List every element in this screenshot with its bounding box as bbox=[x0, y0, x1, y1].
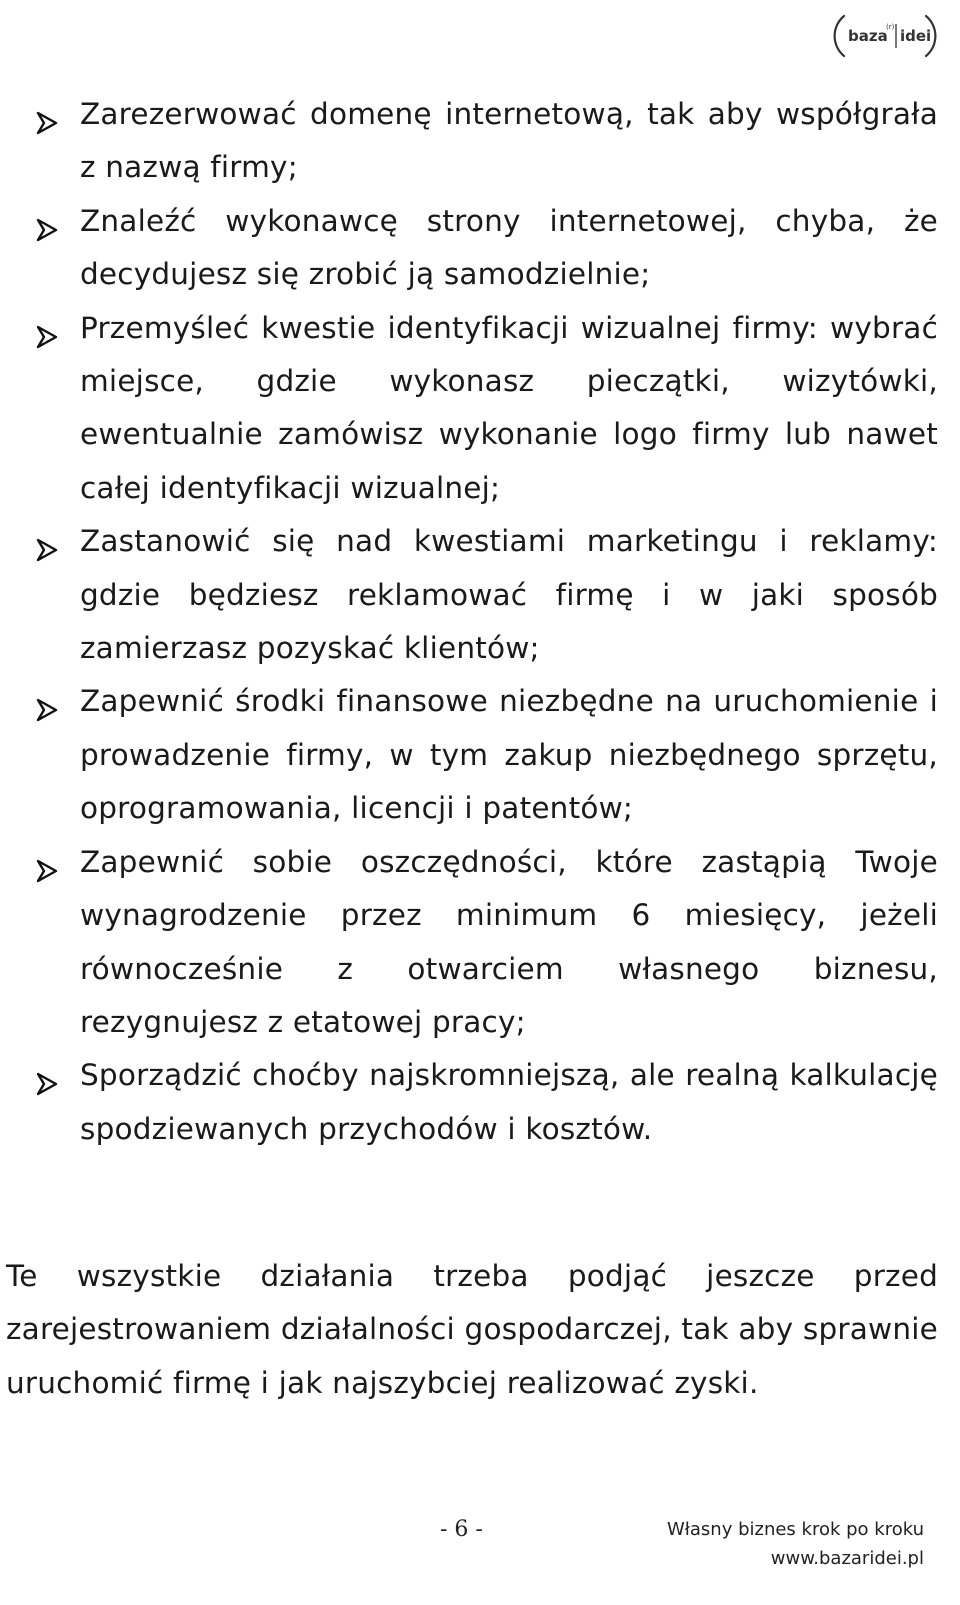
bullet-text: Sporządzić choćby najskromniejszą, ale realną kalkulację spodziewanych przychodów i kosztów. bbox=[80, 1058, 938, 1146]
bullet-text: Zastanowić się nad kwestiami marketingu i reklamy: gdzie będziesz reklamować firmę i w jaki sposób zamierzasz pozyskać klientów; bbox=[80, 524, 938, 666]
arrow-bullet-icon bbox=[34, 101, 64, 129]
closing-paragraph: Te wszystkie działania trzeba podjąć jeszcze przed zarejestrowaniem działalności gospodarczej, tak aby sprawnie uruchomić firmę i jak najszybciej realizować zyski. bbox=[6, 1259, 938, 1400]
book-title: Własny biznes krok po kroku bbox=[666, 1519, 924, 1540]
bullet-text: Zapewnić sobie oszczędności, które zastąpią Twoje wynagrodzenie przez minimum 6 miesięcy, jeżeli równocześnie z otwarciem własnego biznesu, rezygnujesz z etatowej pracy; bbox=[80, 844, 938, 1039]
arrow-bullet-icon bbox=[34, 208, 64, 236]
list-item bbox=[0, 675, 960, 835]
arrow-bullet-icon bbox=[34, 688, 64, 716]
list-item bbox=[0, 1049, 960, 1156]
list-item bbox=[0, 195, 960, 302]
arrow-bullet-icon bbox=[34, 849, 64, 877]
arrow-bullet-icon bbox=[34, 315, 64, 343]
arrow-bullet-icon bbox=[34, 1062, 64, 1090]
list-item bbox=[0, 836, 960, 1050]
logo-right-text: idei bbox=[900, 27, 932, 45]
website-link[interactable]: www.bazaridei.pl bbox=[770, 1548, 924, 1569]
arrow-bullet-icon bbox=[34, 528, 64, 556]
page-number: - 6 - bbox=[440, 1517, 483, 1542]
list-item bbox=[0, 88, 960, 195]
footer-info bbox=[667, 1515, 924, 1573]
bullet-list bbox=[0, 88, 960, 1156]
list-item bbox=[0, 515, 960, 675]
bullet-text: Znaleźć wykonawcę strony internetowej, chyba, że decydujesz się zrobić ją samodzielnie; bbox=[80, 203, 938, 292]
bullet-text: Zarezerwować domenę internetową, tak aby współgrała z nazwą firmy; bbox=[80, 97, 938, 185]
list-item bbox=[0, 302, 960, 516]
logo-superscript: (r) bbox=[886, 23, 895, 31]
logo-left-text: baza bbox=[848, 27, 888, 45]
bullet-text: Przemyśleć kwestie identyfikacji wizualnej firmy: wybrać miejsce, gdzie wykonasz pieczątki, wizytówki, ewentualnie zamówisz wykonanie logo firmy lub nawet całej identyfikacji wizualnej; bbox=[80, 310, 938, 505]
bazaridei-logo bbox=[830, 8, 942, 64]
bullet-text: Zapewnić środki finansowe niezbędne na uruchomienie i prowadzenie firmy, w tym zakup niezbędnego sprzętu, oprogramowania, licencji i patentów; bbox=[80, 684, 938, 826]
